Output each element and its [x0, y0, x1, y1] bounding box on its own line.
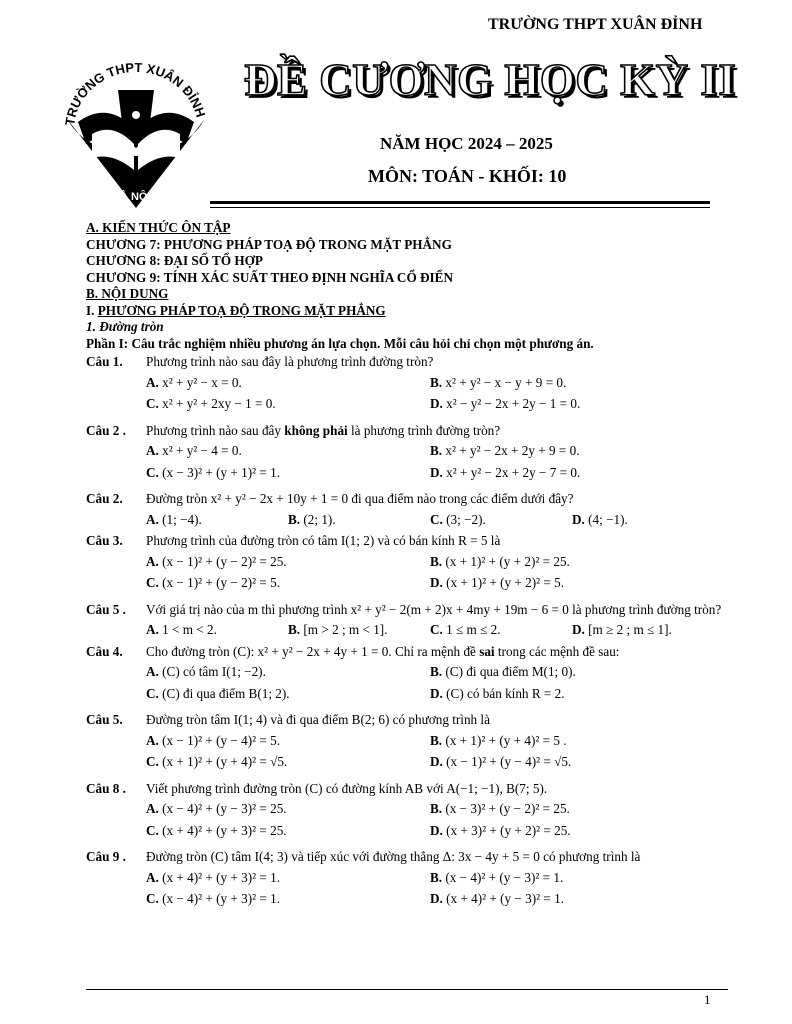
question-item — [86, 781, 726, 848]
option-text: x² − y² − 2x + 2y − 1 = 0. — [442, 396, 581, 411]
answer-option — [430, 443, 714, 460]
option-text: (C) có bán kính R = 2. — [442, 685, 565, 701]
question-item — [86, 712, 726, 779]
answer-option — [430, 554, 714, 571]
answer-option — [146, 801, 430, 818]
question-stem — [86, 491, 726, 508]
school-year: NĂM HỌC 2024 – 2025 — [380, 134, 553, 153]
answer-option — [146, 622, 288, 639]
question-stem — [86, 849, 726, 866]
answer-option — [430, 465, 714, 482]
option-letter: D. — [430, 754, 443, 769]
answer-options — [146, 801, 726, 844]
answer-option — [288, 622, 430, 639]
question-text: Đường tròn x² + y² − 2x + 10y + 1 = 0 đi qua điểm nào trong các điểm dưới đây? — [146, 491, 574, 506]
option-text: (x − 1)² + (y − 2)² = 25. — [158, 553, 287, 569]
svg-text:HÀ NỘI: HÀ NỘI — [112, 191, 151, 203]
answer-option — [430, 754, 714, 771]
question-label: Câu 5. — [86, 712, 123, 727]
question-stem — [86, 712, 726, 729]
answer-option — [430, 396, 714, 413]
option-letter: A. — [146, 553, 159, 569]
option-text: (x + 1)² + (y + 2)² = 25. — [442, 553, 570, 569]
option-letter: C. — [430, 511, 443, 527]
question-text: sai — [479, 643, 495, 659]
answer-option — [430, 870, 714, 887]
option-text: (C) đi qua điểm B(1; 2). — [158, 685, 290, 701]
answer-option — [146, 733, 430, 750]
answer-options — [146, 443, 726, 486]
option-letter: B. — [430, 732, 443, 748]
question-item — [86, 354, 726, 421]
answer-option — [146, 465, 430, 482]
option-letter: A. — [146, 374, 159, 390]
option-text: x² + y² − x − y + 9 = 0. — [442, 374, 567, 390]
option-text: (x − 3)² + (y − 2)² = 25. — [442, 801, 570, 816]
answer-option — [146, 686, 430, 703]
section-b-heading: B. NỘI DUNG — [86, 286, 169, 301]
question-text: là phương trình đường tròn? — [347, 422, 501, 438]
question-text: Viết phương trình đường tròn (C) có đường kính AB với A(−1; −1), B(7; 5). — [146, 780, 548, 796]
option-letter: D. — [572, 622, 585, 637]
option-text: (x − 4)² + (y − 3)² = 1. — [442, 869, 564, 885]
question-text: Phương trình nào sau đây là phương trình đường tròn? — [146, 354, 434, 369]
part-instruction: Phần I: Câu trắc nghiệm nhiều phương án lựa chọn. Mỗi câu hỏi chỉ chọn một phương án. — [86, 335, 594, 351]
option-text: (x + 3)² + (y + 2)² = 25. — [442, 822, 571, 838]
answer-option — [430, 733, 714, 750]
option-letter: C. — [146, 822, 159, 838]
question-stem — [86, 644, 726, 661]
option-text: 1 ≤ m ≤ 2. — [442, 622, 501, 637]
answer-options — [146, 375, 726, 418]
option-letter: B. — [288, 511, 301, 527]
question-text: Đường tròn tâm I(1; 4) và đi qua điểm B(2; 6) có phương trình là — [146, 712, 490, 727]
question-text: Cho đường tròn (C): x² + y² − 2x + 4y + 1 = 0. Chỉ ra mệnh đề — [146, 643, 480, 659]
option-text: (x + 1)² + (y + 4)² = 5 . — [442, 732, 567, 748]
answer-option — [146, 823, 430, 840]
answer-options — [146, 733, 726, 776]
question-item — [86, 602, 726, 642]
option-text: (x + 1)² + (y + 4)² = √5. — [158, 754, 288, 769]
answer-option — [430, 823, 714, 840]
section-a-heading: A. KIẾN THỨC ÔN TẬP — [86, 220, 231, 235]
subsection-heading: 1. Đường tròn — [86, 319, 164, 334]
question-stem — [86, 354, 726, 371]
answer-option — [146, 443, 430, 460]
document-body — [86, 220, 726, 916]
question-text: Với giá trị nào của m thì phương trình x² + y² − 2(m + 2)x + 4my + 19m − 6 = 0 là phương trình đường tròn? — [146, 601, 722, 617]
answer-options — [146, 870, 726, 913]
document-title: ĐỀ CƯƠNG HỌC KỲ II — [244, 55, 737, 105]
header-rule-thin — [210, 207, 710, 208]
answer-option — [430, 575, 714, 592]
question-stem — [86, 423, 726, 440]
option-letter: B. — [288, 622, 301, 637]
answer-option — [146, 512, 288, 529]
option-letter: C. — [146, 754, 159, 769]
question-label: Câu 9 . — [86, 849, 126, 864]
question-text: Đường tròn (C) tâm I(4; 3) và tiếp xúc với đường thẳng Δ: 3x − 4y + 5 = 0 có phương trình là — [146, 849, 641, 864]
part-heading: I. PHƯƠNG PHÁP TOẠ ĐỘ TRONG MẶT PHẲNG — [86, 302, 386, 318]
option-text: x² + y² − x = 0. — [158, 374, 242, 390]
option-letter: D. — [572, 511, 585, 527]
option-text: (x − 1)² + (y − 4)² = √5. — [442, 754, 572, 769]
option-text: (3; −2). — [442, 511, 486, 527]
option-text: (2; 1). — [300, 511, 336, 527]
option-letter: B. — [430, 801, 443, 816]
option-text: (x + 4)² + (y + 3)² = 25. — [158, 822, 287, 838]
option-letter: B. — [430, 374, 443, 390]
question-label: Câu 3. — [86, 533, 123, 548]
answer-option — [146, 554, 430, 571]
option-letter: D. — [430, 464, 443, 480]
option-letter: D. — [430, 891, 443, 906]
option-text: (4; −1). — [584, 511, 628, 527]
answer-option — [430, 664, 714, 681]
question-stem — [86, 781, 726, 798]
option-letter: A. — [146, 801, 159, 816]
option-text: x² + y² − 2x + 2y − 7 = 0. — [442, 464, 581, 480]
option-letter: C. — [146, 891, 159, 906]
option-letter: A. — [146, 622, 159, 637]
answer-option — [430, 801, 714, 818]
option-text: x² + y² − 2x + 2y + 9 = 0. — [442, 443, 580, 458]
option-letter: D. — [430, 575, 443, 590]
question-text: Phương trình nào sau đây — [146, 422, 285, 438]
option-letter: A. — [146, 732, 159, 748]
question-stem — [86, 533, 726, 550]
option-letter: C. — [146, 396, 159, 411]
question-label: Câu 2 . — [86, 422, 126, 438]
question-label: Câu 4. — [86, 643, 123, 659]
answer-option — [146, 664, 430, 681]
question-label: Câu 2. — [86, 491, 123, 506]
chapter-9: CHƯƠNG 9: TÍNH XÁC SUẤT THEO ĐỊNH NGHĨA CỔ ĐIỂN — [86, 269, 453, 285]
option-letter: A. — [146, 664, 159, 679]
option-text: (C) có tâm I(1; −2). — [158, 664, 266, 679]
chapter-8: CHƯƠNG 8: ĐẠI SỐ TỔ HỢP — [86, 253, 263, 268]
header-rule — [210, 201, 710, 204]
answer-options — [146, 554, 726, 597]
question-stem — [86, 602, 726, 619]
footer-rule — [86, 989, 728, 990]
question-item — [86, 644, 726, 711]
option-text: (x − 1)² + (y − 2)² = 5. — [158, 575, 280, 590]
answer-option — [430, 512, 572, 529]
answer-option — [146, 870, 430, 887]
option-text: [m > 2 ; m < 1]. — [300, 622, 388, 637]
answer-option — [430, 686, 714, 703]
question-item — [86, 533, 726, 600]
option-text: x² + y² + 2xy − 1 = 0. — [158, 396, 276, 411]
answer-options — [146, 664, 726, 707]
option-letter: B. — [430, 443, 443, 458]
option-letter: D. — [430, 396, 443, 411]
option-letter: A. — [146, 869, 159, 885]
question-label: Câu 8 . — [86, 780, 126, 796]
option-letter: D. — [430, 822, 443, 838]
school-logo — [58, 60, 214, 208]
question-item — [86, 423, 726, 490]
option-text: (1; −4). — [158, 511, 202, 527]
answer-option — [146, 396, 430, 413]
option-letter: B. — [430, 553, 443, 569]
option-text: (C) đi qua điểm M(1; 0). — [442, 664, 576, 679]
option-text: (x − 4)² + (y − 3)² = 25. — [158, 801, 287, 816]
answer-option — [430, 375, 714, 392]
page-number: 1 — [704, 992, 711, 1007]
answer-options — [146, 622, 726, 639]
answer-option — [572, 512, 714, 529]
option-text: 1 < m < 2. — [158, 622, 217, 637]
answer-option — [572, 622, 714, 639]
option-text: (x + 1)² + (y + 2)² = 5. — [442, 575, 564, 590]
answer-option — [430, 622, 572, 639]
option-text: (x + 4)² + (y − 3)² = 1. — [442, 891, 564, 906]
option-text: (x − 3)² + (y + 1)² = 1. — [158, 464, 280, 480]
question-text: Phương trình của đường tròn có tâm I(1; 2) và có bán kính R = 5 là — [146, 533, 501, 548]
option-letter: A. — [146, 511, 159, 527]
question-text: trong các mệnh đề sau: — [494, 643, 620, 659]
option-letter: B. — [430, 664, 443, 679]
option-letter: C. — [146, 464, 159, 480]
subject-grade: MÔN: TOÁN - KHỐI: 10 — [368, 166, 567, 186]
answer-options — [146, 512, 726, 529]
question-item — [86, 849, 726, 916]
answer-option — [146, 575, 430, 592]
svg-text:TRƯỜNG THPT XUÂN ĐỈNH: TRƯỜNG THPT XUÂN ĐỈNH — [62, 60, 209, 127]
chapter-7: CHƯƠNG 7: PHƯƠNG PHÁP TOẠ ĐỘ TRONG MẶT PHẲNG — [86, 236, 452, 252]
answer-option — [146, 891, 430, 908]
school-name: TRƯỜNG THPT XUÂN ĐỈNH — [488, 16, 703, 33]
option-text: x² + y² − 4 = 0. — [158, 443, 242, 458]
question-label: Câu 5 . — [86, 601, 126, 617]
option-letter: C. — [146, 575, 159, 590]
answer-option — [146, 754, 430, 771]
option-text: (x + 4)² + (y + 3)² = 1. — [158, 869, 280, 885]
question-list — [86, 354, 726, 916]
option-letter: B. — [430, 869, 443, 885]
question-label: Câu 1. — [86, 354, 123, 369]
option-text: (x − 1)² + (y − 4)² = 5. — [158, 732, 280, 748]
answer-option — [146, 375, 430, 392]
option-text: [m ≥ 2 ; m ≤ 1]. — [584, 622, 672, 637]
answer-option — [288, 512, 430, 529]
option-letter: C. — [430, 622, 443, 637]
option-text: (x − 4)² + (y + 3)² = 1. — [158, 891, 280, 906]
option-letter: C. — [146, 685, 159, 701]
option-letter: A. — [146, 443, 159, 458]
answer-option — [430, 891, 714, 908]
question-text: không phải — [284, 422, 348, 438]
option-letter: D. — [430, 685, 443, 701]
question-item — [86, 491, 726, 531]
